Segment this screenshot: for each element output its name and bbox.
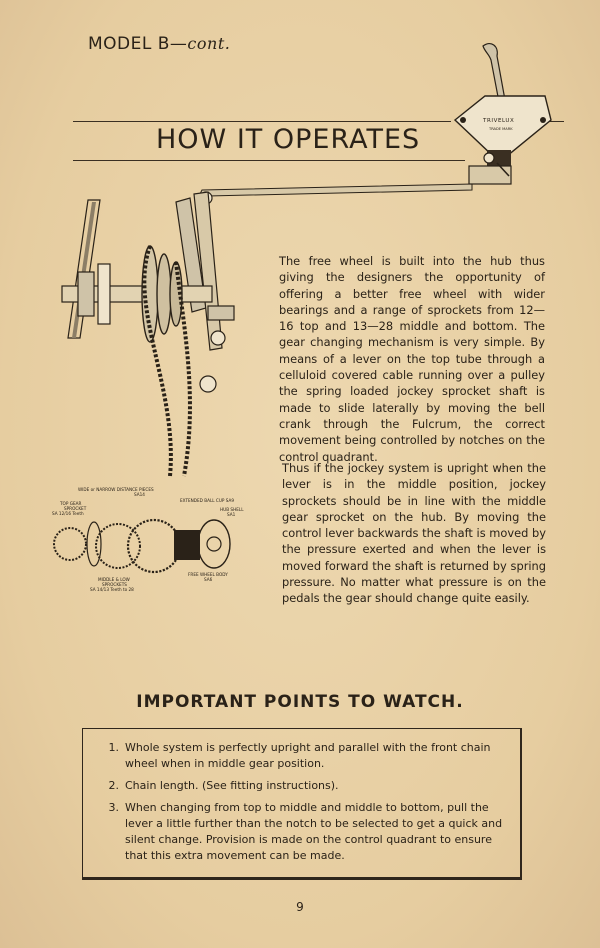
hub-mechanism-illustration: [58, 188, 270, 478]
lever-handle: [483, 44, 505, 102]
lever-pivot: [484, 153, 494, 163]
label-free-wheel-body-code: SA6: [204, 577, 213, 582]
quadrant-plate: [455, 96, 551, 156]
title-rule-top: [73, 121, 451, 122]
model-label: MODEL B—: [88, 34, 188, 54]
page-number: 9: [296, 900, 304, 914]
hub-shell: [98, 264, 110, 324]
point-number: 2.: [108, 779, 119, 792]
top-gear-sprocket-part: [54, 528, 86, 560]
distance-piece-part: [87, 522, 101, 566]
quadrant-screw-right: [540, 117, 546, 123]
hub-shell-bore: [207, 537, 221, 551]
point-number: 3.: [108, 801, 119, 814]
label-hub-shell: HUB SHELL: [220, 507, 244, 512]
free-wheel-body-part: [174, 530, 200, 560]
paragraph-jockey-system: Thus if the jockey system is upright when the lever is in the middle position, jockey sprockets should be in line with the middle gear sprocket on the hub. By moving the control lever backwards the shaft is moved by the pressure exerted and when the lever is moved forward the shaft is returned by spring pressure. No matter what pressure is on the pedals the gear should change quite easily.: [282, 461, 546, 606]
bell-crank: [208, 306, 234, 320]
label-middle-below-spec: SA 14/13 Teeth to 28: [90, 587, 134, 592]
label-top-gear-spec: SA 12/16 Teeth: [52, 511, 84, 516]
label-hub-shell-code: SA1: [227, 512, 236, 517]
exploded-parts-diagram: [50, 484, 250, 596]
low-sprocket-part: [128, 520, 180, 572]
paragraph-freewheel: The free wheel is built into the hub thus giving the designers the opportunity of offering a better free wheel with wider bearings and a range of sprockets from 12—16 top and 13—28 middle and bottom. The gear changing mechanism is very simple. By means of a lever on the top tube through a celluloid covered cable running over a pulley the spring loaded jockey sprocket shaft is made to slide laterally by moving the bell crank through the Fulcrum, the correct movement being controlled by notches on the control quadrant.: [279, 254, 545, 464]
label-extended-ball-cup: EXTENDED BALL CUP SA9: [180, 498, 235, 503]
jockey-sprocket-upper: [211, 331, 225, 345]
important-title: IMPORTANT POINTS TO WATCH.: [136, 692, 464, 712]
point-text: Whole system is perfectly upright and parallel with the front chain wheel when in middle gear position.: [125, 741, 491, 770]
point-text: Chain length. (See fitting instructions).: [125, 779, 339, 792]
lever-illustration: [445, 38, 555, 190]
label-part-code-1: SA14: [134, 492, 145, 497]
label-middle-below-sprockets: SPROCKETS: [102, 582, 127, 587]
label-free-wheel-body: FREE WHEEL BODY: [188, 572, 228, 577]
hub-flange-left: [78, 272, 94, 316]
point-number: 1.: [108, 741, 119, 754]
quadrant-screw-left: [460, 117, 466, 123]
sprocket-middle: [157, 254, 171, 334]
important-points-box: [82, 728, 522, 880]
label-wide-narrow: WIDE or NARROW DISTANCE PIECES: [78, 487, 154, 492]
exploded-sprockets: [54, 520, 230, 572]
jockey-sprocket-lower: [200, 376, 216, 392]
point-text: When changing from top to middle and middle to bottom, pull the lever a little further than the notch to be selected to get a quick and silent change. Provision is made on the control quadrant to ensure that this extra movement can be made.: [125, 801, 503, 862]
title-rule-bottom: [73, 160, 465, 161]
label-middle-below: MIDDLE & LOW: [98, 577, 130, 582]
lever-brand: TRIVELUX: [483, 118, 515, 124]
lever-subtitle: TRADE MARK: [489, 127, 513, 131]
model-heading: [88, 34, 230, 54]
label-top-gear: TOP GEAR: [60, 501, 82, 506]
label-top-gear-sprocket: SPROCKET: [64, 506, 87, 511]
section-title: HOW IT OPERATES: [156, 124, 421, 155]
frame-stay-left-shade: [72, 202, 96, 338]
hub-shell-part: [198, 520, 230, 568]
cont-label: cont.: [187, 34, 231, 53]
